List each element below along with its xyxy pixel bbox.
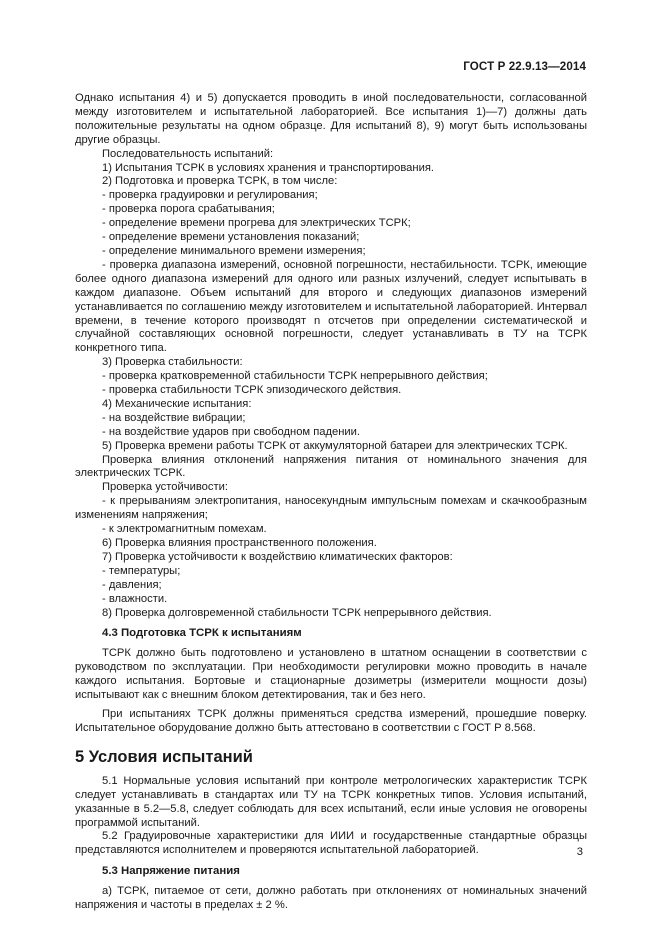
paragraph: 5.2 Градуировочные характеристики для ИИИ и государственные стандартные образцы представляются исполнителем и проверяются испытательной лабораторией. bbox=[75, 830, 587, 857]
section-heading-4-3: 4.3 Подготовка ТСРК к испытаниям bbox=[102, 627, 302, 640]
list-item: - проверка диапазона измерений, основной погрешности, нестабильности. ТСРК, имеющие более одного диапазона измерений для одного или разных излучений, следует испытывать в каждом диапазоне. Объем испытаний для второго и следующих диапазонов измерений устанавливается по соглашению между изготовителем и испытательной лабораторией. Интервал времени, в течение которого производят n отсчетов при определении систематической и случайной составляющих основной погрешности, следует устанавливать в ТУ на ТСРК конкретного типа. bbox=[75, 258, 587, 355]
list-item: 3) Проверка стабильности: bbox=[102, 356, 243, 369]
list-item: Проверка устойчивости: bbox=[102, 481, 228, 494]
list-item: 8) Проверка долговременной стабильности ТСРК непрерывного действия. bbox=[102, 606, 492, 619]
list-item: 6) Проверка влияния пространственного положения. bbox=[102, 537, 377, 549]
list-item: Проверка влияния отклонений напряжения питания от номинального значения для электрических ТСРК. bbox=[75, 453, 587, 480]
paragraph: 5.1 Нормальные условия испытаний при контроле метрологических характеристик ТСРК следует устанавливать в стандартах или ТУ на ТСРК конкретных типов. Условия испытаний, указанные в 5.2—5.8, следует соблюдать для всех испытаний, если иные условия не оговорены программой испытаний. bbox=[75, 774, 587, 829]
list-item: - температуры; bbox=[102, 564, 181, 577]
paragraph: Однако испытания 4) и 5) допускается проводить в иной последовательности, согласованной между изготовителем и испытательной лабораторией. Все испытания 1)—7) должны дать положительные результаты на одном образце. Для испытаний 8), 9) могут быть использованы другие образцы. bbox=[75, 92, 587, 146]
paragraph: Последовательность испытаний: bbox=[102, 147, 274, 160]
list-item: 7) Проверка устойчивости к воздействию климатических факторов: bbox=[102, 550, 453, 563]
list-item: - проверка стабильности ТСРК эпизодического действия. bbox=[102, 384, 402, 397]
list-item: - проверка градуировки и регулирования; bbox=[102, 189, 318, 202]
section-heading-5: 5 Условия испытаний bbox=[75, 747, 253, 766]
list-item: - к прерываниям электропитания, наносекундным импульсным помехам и скачкообразным изменениям напряжения; bbox=[75, 495, 587, 522]
list-item: 5) Проверка времени работы ТСРК от аккумуляторной батареи для электрических ТСРК. bbox=[102, 439, 568, 452]
list-item: - определение времени прогрева для электрических ТСРК; bbox=[102, 217, 411, 230]
list-item: - проверка кратковременной стабильности ТСРК непрерывного действия; bbox=[102, 370, 488, 383]
list-item: - определение минимального времени измерения; bbox=[102, 244, 366, 257]
list-item: - влажности. bbox=[102, 592, 168, 605]
paragraph: а) ТСРК, питаемое от сети, должно работать при отклонениях от номинальных значений напряжения и частоты в пределах ± 2 %. bbox=[75, 885, 587, 912]
list-item: - определение времени установления показаний; bbox=[102, 231, 360, 244]
list-item: 2) Подготовка и проверка ТСРК, в том числе: bbox=[102, 175, 338, 188]
list-item: 1) Испытания ТСРК в условиях хранения и транспортирования. bbox=[102, 161, 434, 174]
list-item: 4) Механические испытания: bbox=[102, 397, 252, 410]
document-header: ГОСТ Р 22.9.13—2014 bbox=[463, 60, 586, 73]
paragraph: ТСРК должно быть подготовлено и установлено в штатном оснащении в соответствии с руководством по эксплуатации. При необходимости регулировки можно проводить в начале каждого испытания. Бортовые и стационарные дозиметры (измерители мощности дозы) испытывают как с внешним блоком детектирования, так и без него. bbox=[75, 647, 587, 702]
document-body bbox=[75, 92, 587, 913]
list-item: - на воздействие ударов при свободном падении. bbox=[102, 425, 361, 438]
list-item: - на воздействие вибрации; bbox=[102, 411, 246, 424]
list-item: - к электромагнитным помехам. bbox=[102, 523, 267, 536]
paragraph: При испытаниях ТСРК должны применяться средства измерений, прошедшие поверку. Испытательное оборудование должно быть аттестовано в соответствии с ГОСТ Р 8.568. bbox=[75, 707, 587, 734]
section-heading-5-3: 5.3 Напряжение питания bbox=[102, 865, 240, 878]
page-number: 3 bbox=[576, 846, 583, 858]
list-item: - давления; bbox=[102, 578, 162, 591]
list-item: - проверка порога срабатывания; bbox=[102, 203, 275, 216]
